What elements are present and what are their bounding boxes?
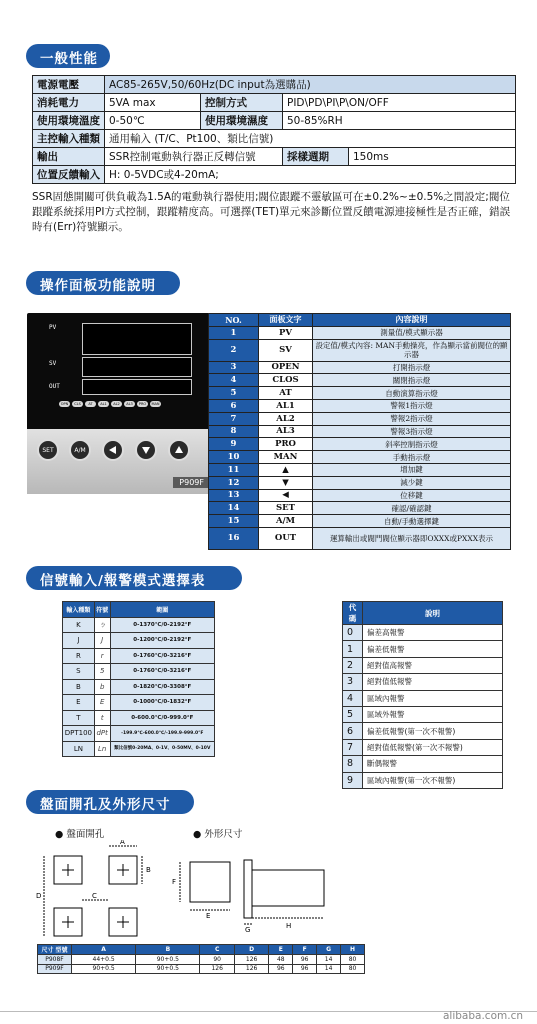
input-row bbox=[63, 726, 215, 742]
fn-cell-no: 8 bbox=[209, 425, 259, 438]
up-button[interactable] bbox=[168, 439, 190, 461]
fn-cell-label: SET bbox=[259, 502, 313, 515]
spec-temp-label: 使用環境溫度 bbox=[33, 112, 105, 130]
dimension-cell-value: 126 bbox=[234, 955, 268, 965]
fn-row bbox=[209, 489, 511, 502]
fn-cell-label: A/M bbox=[259, 515, 313, 528]
dim-header-c: C bbox=[200, 945, 234, 955]
input-cell-symbol: Ln bbox=[94, 741, 110, 757]
spec-power-label: 電源電壓 bbox=[33, 76, 105, 94]
dimension-cell-value: 80 bbox=[341, 964, 365, 974]
spec-output-value: SSR控制電動執行器正反轉信號 bbox=[105, 148, 283, 166]
fn-cell-desc: 自動/手動選擇鍵 bbox=[313, 515, 511, 528]
fn-header-label: 面板文字 bbox=[259, 314, 313, 327]
input-row bbox=[63, 679, 215, 695]
fn-cell-no: 13 bbox=[209, 489, 259, 502]
spec-ctrl-value: PID\PD\PI\P\ON/OFF bbox=[283, 94, 516, 112]
spec-temp-value: 0-50℃ bbox=[105, 112, 201, 130]
input-cell-type: B bbox=[63, 679, 95, 695]
fn-cell-no: 2 bbox=[209, 339, 259, 361]
led-open: OPN bbox=[60, 402, 69, 406]
alarm-row bbox=[343, 690, 503, 706]
input-type-table bbox=[62, 601, 215, 757]
spec-input-label: 主控輸入種類 bbox=[33, 130, 105, 148]
controller-device bbox=[27, 313, 220, 494]
watermark: alibaba.com.cn bbox=[443, 1010, 523, 1022]
fn-row bbox=[209, 425, 511, 438]
fn-cell-label: MAN bbox=[259, 451, 313, 464]
alarm-cell-code: 4 bbox=[343, 690, 363, 706]
dim-header-h: H bbox=[341, 945, 365, 955]
dim-letter-d: D bbox=[36, 892, 42, 900]
triangle-up-icon bbox=[174, 445, 184, 455]
fn-row bbox=[209, 387, 511, 400]
dim-letter-c: C bbox=[92, 892, 97, 900]
input-cell-symbol: r bbox=[94, 648, 110, 664]
fn-cell-no: 15 bbox=[209, 515, 259, 528]
fn-cell-label: PRO bbox=[259, 438, 313, 451]
alarm-cell-desc: 絕對值低報警 bbox=[363, 674, 503, 690]
fn-cell-label: SV bbox=[259, 339, 313, 361]
fn-cell-desc: 警報3指示燈 bbox=[313, 425, 511, 438]
dimension-cell-value: 14 bbox=[317, 964, 341, 974]
alarm-cell-desc: 區域內報警 bbox=[363, 690, 503, 706]
fn-cell-no: 11 bbox=[209, 463, 259, 476]
spec-feedback-value: H: 0-5VDC或4-20mA; bbox=[105, 166, 516, 184]
dim-header-model: 尺寸 型號 bbox=[38, 945, 72, 955]
dim-letter-h: H bbox=[286, 922, 292, 930]
fn-cell-desc: 增加鍵 bbox=[313, 463, 511, 476]
input-cell-type: DPT100 bbox=[63, 726, 95, 742]
input-row bbox=[63, 648, 215, 664]
spec-consume-label: 消耗電力 bbox=[33, 94, 105, 112]
dimension-cell-value: 90+0.5 bbox=[136, 964, 200, 974]
alarm-cell-desc: 區域外報警 bbox=[363, 706, 503, 722]
spec-cycle-label: 採樣週期 bbox=[283, 148, 349, 166]
alarm-cell-desc: 偏差高報警 bbox=[363, 625, 503, 641]
alarm-row bbox=[343, 756, 503, 772]
alarm-cell-code: 6 bbox=[343, 723, 363, 739]
input-cell-symbol: ㄅ bbox=[94, 617, 110, 633]
alarm-cell-desc: 偏差低報警(第一次不報警) bbox=[363, 723, 503, 739]
set-button[interactable]: SET bbox=[37, 439, 59, 461]
am-button[interactable]: A/M bbox=[69, 439, 91, 461]
fn-cell-desc: 手動指示燈 bbox=[313, 451, 511, 464]
dim-header-a: A bbox=[72, 945, 136, 955]
dim-letter-g: G bbox=[245, 926, 251, 934]
spec-table bbox=[32, 75, 516, 184]
spec-cycle-value: 150ms bbox=[349, 148, 516, 166]
alm-header-code: 代碼 bbox=[343, 602, 363, 625]
alarm-cell-code: 9 bbox=[343, 772, 363, 788]
fn-cell-label: AL1 bbox=[259, 399, 313, 412]
dimension-cell-model: P909F bbox=[38, 964, 72, 974]
led-al3: AL3 bbox=[124, 401, 135, 407]
input-cell-range: 0-1820℃/0-3308°F bbox=[110, 679, 214, 695]
input-cell-range: 類比信號0-20MA、0-1V、0-50MV、0-10V bbox=[110, 741, 214, 757]
triangle-left-icon bbox=[108, 445, 118, 455]
spec-hum-label: 使用環境濕度 bbox=[201, 112, 283, 130]
fn-cell-label: AL2 bbox=[259, 412, 313, 425]
input-cell-range: -199.9℃-600.0℃/-199.9-999.0°F bbox=[110, 726, 214, 742]
section-title-panel: 操作面板功能說明 bbox=[26, 271, 180, 295]
fn-cell-no: 3 bbox=[209, 361, 259, 374]
dimension-cell-value: 80 bbox=[341, 955, 365, 965]
input-cell-type: LN bbox=[63, 741, 95, 757]
device-model-badge: P909F bbox=[173, 477, 210, 488]
fn-cell-no: 9 bbox=[209, 438, 259, 451]
spec-feedback-label: 位置反饋輸入 bbox=[33, 166, 105, 184]
dimension-cell-value: 14 bbox=[317, 955, 341, 965]
alarm-cell-desc: 斷偶報警 bbox=[363, 756, 503, 772]
alarm-cell-code: 1 bbox=[343, 641, 363, 657]
dimension-cell-value: 90+0.5 bbox=[72, 964, 136, 974]
input-cell-range: 0-1370℃/0-2192°F bbox=[110, 617, 214, 633]
dimension-cell-model: P908F bbox=[38, 955, 72, 965]
input-cell-type: S bbox=[63, 664, 95, 680]
fn-cell-no: 12 bbox=[209, 476, 259, 489]
led-man: MAN bbox=[151, 402, 160, 406]
fn-cell-desc: 警報1指示燈 bbox=[313, 399, 511, 412]
input-cell-range: 0-1760℃/0-3216°F bbox=[110, 648, 214, 664]
alm-header-desc: 說明 bbox=[363, 602, 503, 625]
inp-header-range: 範圍 bbox=[110, 602, 214, 618]
dimension-cell-value: 126 bbox=[234, 964, 268, 974]
alarm-cell-code: 7 bbox=[343, 739, 363, 755]
section-title-select: 信號輸入/報警模式選擇表 bbox=[26, 566, 242, 590]
fn-row bbox=[209, 476, 511, 489]
fn-row bbox=[209, 374, 511, 387]
fn-row bbox=[209, 515, 511, 528]
input-row bbox=[63, 741, 215, 757]
fn-cell-label: AT bbox=[259, 387, 313, 400]
alarm-row bbox=[343, 641, 503, 657]
fn-cell-desc: 關閉指示燈 bbox=[313, 374, 511, 387]
input-cell-symbol: dPt bbox=[94, 726, 110, 742]
input-cell-type: J bbox=[63, 633, 95, 649]
fn-cell-desc: 減少鍵 bbox=[313, 476, 511, 489]
fn-cell-label: ◀ bbox=[259, 489, 313, 502]
fn-row bbox=[209, 326, 511, 339]
device-out-label: OUT bbox=[49, 383, 60, 390]
input-cell-type: R bbox=[63, 648, 95, 664]
alarm-cell-desc: 區域內報警(第一次不報警) bbox=[363, 772, 503, 788]
input-cell-symbol: t bbox=[94, 710, 110, 726]
led-clos: CLS bbox=[72, 401, 83, 407]
alarm-mode-table bbox=[342, 601, 503, 789]
fn-cell-no: 16 bbox=[209, 527, 259, 549]
out-display bbox=[82, 379, 192, 395]
fn-row bbox=[209, 339, 511, 361]
input-row bbox=[63, 710, 215, 726]
fn-cell-no: 1 bbox=[209, 326, 259, 339]
fn-row bbox=[209, 451, 511, 464]
led-row bbox=[59, 401, 161, 407]
fn-cell-desc: 自動演算指示燈 bbox=[313, 387, 511, 400]
dimension-row bbox=[38, 964, 365, 974]
fn-cell-no: 5 bbox=[209, 387, 259, 400]
panel-function-table bbox=[208, 313, 511, 550]
alarm-cell-code: 2 bbox=[343, 657, 363, 673]
triangle-down-icon bbox=[141, 445, 151, 455]
alarm-cell-desc: 絕對值低報警(第一次不報警) bbox=[363, 739, 503, 755]
cutout-label: ● 盤面開孔 bbox=[55, 829, 105, 840]
fn-cell-no: 6 bbox=[209, 399, 259, 412]
fn-cell-no: 4 bbox=[209, 374, 259, 387]
fn-header-desc: 內容說明 bbox=[313, 314, 511, 327]
alarm-row bbox=[343, 739, 503, 755]
dimension-row bbox=[38, 955, 365, 965]
led-al1: AL1 bbox=[98, 401, 109, 407]
input-cell-range: 0-1200℃/0-2192°F bbox=[110, 633, 214, 649]
fn-row bbox=[209, 502, 511, 515]
fn-cell-no: 10 bbox=[209, 451, 259, 464]
fn-row bbox=[209, 412, 511, 425]
section-title-dims: 盤面開孔及外形尺寸 bbox=[26, 790, 194, 814]
alarm-cell-code: 5 bbox=[343, 706, 363, 722]
dim-header-b: B bbox=[136, 945, 200, 955]
input-cell-range: 0-1760℃/0-3216°F bbox=[110, 664, 214, 680]
cutout-drawing bbox=[44, 846, 142, 936]
spec-consume-value: 5VA max bbox=[105, 94, 201, 112]
pv-display bbox=[82, 323, 192, 355]
dim-header-e: E bbox=[269, 945, 293, 955]
dim-letter-f: F bbox=[172, 878, 177, 886]
alarm-cell-desc: 絕對值高報警 bbox=[363, 657, 503, 673]
input-cell-symbol: 5 bbox=[94, 664, 110, 680]
alarm-cell-code: 3 bbox=[343, 674, 363, 690]
alarm-cell-code: 0 bbox=[343, 625, 363, 641]
device-keypad bbox=[27, 429, 220, 494]
fn-cell-no: 7 bbox=[209, 412, 259, 425]
fn-cell-label: CLOS bbox=[259, 374, 313, 387]
fn-row bbox=[209, 361, 511, 374]
fn-row bbox=[209, 438, 511, 451]
led-pro: PRO bbox=[138, 402, 147, 406]
input-cell-symbol: b bbox=[94, 679, 110, 695]
input-cell-type: K bbox=[63, 617, 95, 633]
dimension-cell-value: 90+0.5 bbox=[136, 955, 200, 965]
fn-row bbox=[209, 463, 511, 476]
outline-label: ● 外形尺寸 bbox=[193, 829, 243, 840]
spec-power-value: AC85-265V,50/60Hz(DC input為選購品) bbox=[105, 76, 516, 94]
input-row bbox=[63, 633, 215, 649]
input-cell-type: E bbox=[63, 695, 95, 711]
dimension-drawing bbox=[30, 840, 340, 940]
fn-cell-desc: 確認/確認鍵 bbox=[313, 502, 511, 515]
alarm-cell-desc: 偏差低報警 bbox=[363, 641, 503, 657]
device-sv-label: SV bbox=[49, 360, 57, 367]
fn-cell-label: ▲ bbox=[259, 463, 313, 476]
dim-letter-a: A bbox=[120, 840, 125, 846]
spec-output-label: 輸出 bbox=[33, 148, 105, 166]
dim-letter-e: E bbox=[206, 912, 211, 920]
fn-cell-label: OPEN bbox=[259, 361, 313, 374]
fn-row bbox=[209, 399, 511, 412]
fn-header-no: NO. bbox=[209, 314, 259, 327]
fn-cell-label: PV bbox=[259, 326, 313, 339]
fn-cell-label: OUT bbox=[259, 527, 313, 549]
fn-cell-label: ▼ bbox=[259, 476, 313, 489]
fn-row bbox=[209, 527, 511, 549]
dimension-cell-value: 96 bbox=[293, 955, 317, 965]
inp-header-type: 輸入種類 bbox=[63, 602, 95, 618]
fn-cell-desc: 設定值/模式內容: MAN手動操亮，作為顯示當前閥位的顯示器 bbox=[313, 339, 511, 361]
dimension-cell-value: 96 bbox=[293, 964, 317, 974]
fn-cell-desc: 位移鍵 bbox=[313, 489, 511, 502]
alarm-row bbox=[343, 625, 503, 641]
fn-cell-no: 14 bbox=[209, 502, 259, 515]
down-button[interactable] bbox=[135, 439, 157, 461]
shift-left-button[interactable] bbox=[102, 439, 124, 461]
alarm-row bbox=[343, 657, 503, 673]
input-cell-type: T bbox=[63, 710, 95, 726]
dim-header-g: G bbox=[317, 945, 341, 955]
alarm-cell-code: 8 bbox=[343, 756, 363, 772]
sv-display bbox=[82, 357, 192, 377]
dim-header-f: F bbox=[293, 945, 317, 955]
dimension-cell-value: 96 bbox=[269, 964, 293, 974]
dimension-cell-value: 126 bbox=[200, 964, 234, 974]
led-at: AT bbox=[85, 401, 96, 407]
fn-cell-label: AL3 bbox=[259, 425, 313, 438]
alarm-row bbox=[343, 772, 503, 788]
alarm-row bbox=[343, 674, 503, 690]
dimension-cell-value: 48 bbox=[269, 955, 293, 965]
input-row bbox=[63, 664, 215, 680]
spec-ctrl-label: 控制方式 bbox=[201, 94, 283, 112]
fn-cell-desc: 警報2指示燈 bbox=[313, 412, 511, 425]
alarm-row bbox=[343, 706, 503, 722]
dimension-cell-value: 90 bbox=[200, 955, 234, 965]
fn-cell-desc: 打開指示燈 bbox=[313, 361, 511, 374]
spec-hum-value: 50-85%RH bbox=[283, 112, 516, 130]
input-cell-range: 0-1000℃/0-1832°F bbox=[110, 695, 214, 711]
input-row bbox=[63, 695, 215, 711]
fn-cell-desc: 運算輸出或閥門閥位顯示器即OXXX或PXXX表示 bbox=[313, 527, 511, 549]
input-cell-symbol: E bbox=[94, 695, 110, 711]
dimension-table bbox=[37, 944, 365, 974]
fn-cell-desc: 測量值/模式顯示器 bbox=[313, 326, 511, 339]
led-al2: AL2 bbox=[111, 401, 122, 407]
fn-cell-desc: 斜率控制指示燈 bbox=[313, 438, 511, 451]
inp-header-sym: 符號 bbox=[94, 602, 110, 618]
input-row bbox=[63, 617, 215, 633]
input-cell-symbol: J bbox=[94, 633, 110, 649]
dim-header-d: D bbox=[234, 945, 268, 955]
dimension-cell-value: 44+0.5 bbox=[72, 955, 136, 965]
outline-drawing bbox=[180, 860, 324, 924]
section-title-general: 一般性能 bbox=[26, 44, 110, 68]
spec-input-value: 通用輸入 (T/C、Pt100、類比信號) bbox=[105, 130, 516, 148]
dim-letter-b: B bbox=[146, 866, 151, 874]
input-cell-range: 0-600.0℃/0-999.0°F bbox=[110, 710, 214, 726]
device-pv-label: PV bbox=[49, 324, 57, 331]
alarm-row bbox=[343, 723, 503, 739]
spec-note: SSR固態開關可供負載為1.5A的電動執行器使用;閥位跟蹤不靈敏區可在±0.2%~±0.5%之間設定;閥位跟蹤系統採用PI方式控制，跟蹤精度高。可選擇(TET)單元來診斷位置反饋電源連接極性是否正確，錯誤時有(Err)符號顯示。 bbox=[32, 191, 511, 233]
